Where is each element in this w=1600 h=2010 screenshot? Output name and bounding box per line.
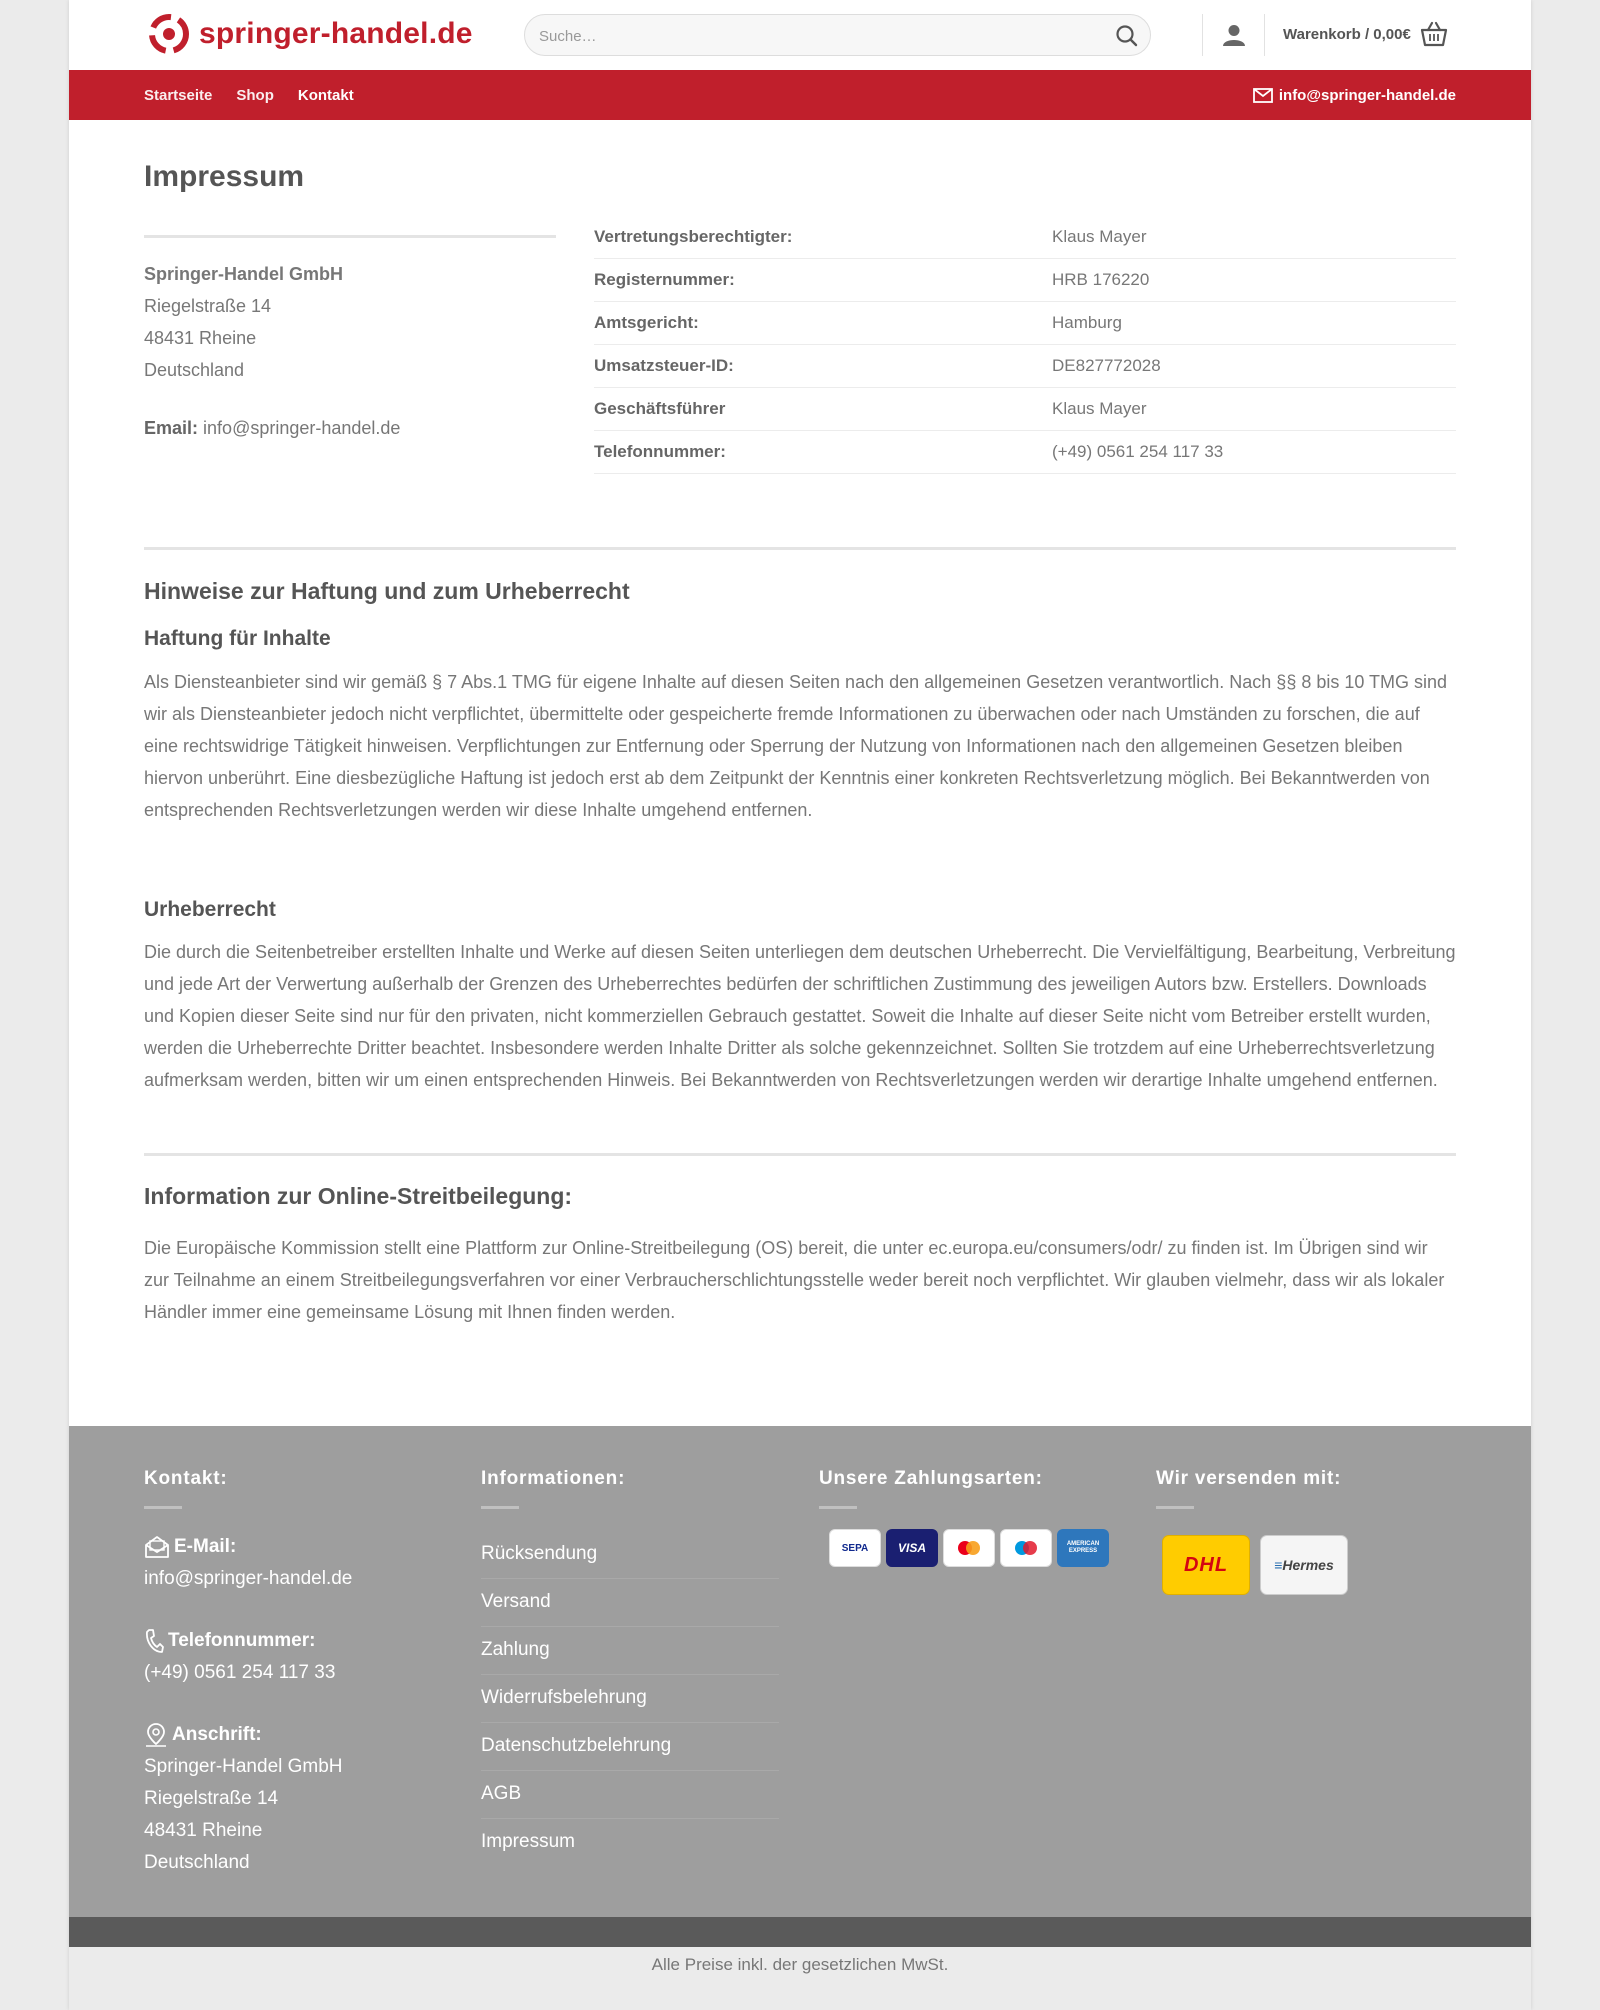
divider <box>819 1506 857 1509</box>
table-value: Klaus Mayer <box>1052 216 1456 259</box>
urheber-text: Die durch die Seitenbetreiber erstellten Inhalte und Werke auf diesen Seiten unterliegen dem deutschen Urheberrecht. Die Vervielfältigung, Bearbeitung, Verbreitung und jede Art der Verwertung außerhalb der Grenzen des Urheberrechtes bedürfen der schriftlichen Zustimmung des jeweiligen Autors bzw. Erstellers. Downloads und Kopien dieser Seite sind nur für den privaten, nicht kommerziellen Gebrauch gestattet. Soweit die Inhalte auf dieser Seite nicht vom Betreiber erstellt wurden, werden die Urheberrechte Dritter beachtet. Insbesondere werden Inhalte Dritter als solche gekennzeichnet. Sollten Sie trotzdem auf eine Urheberrechtsverletzung aufmerksam werden, bitten wir um einen entsprechenden Hinweis. Bei Bekanntwerden von Rechtsverletzungen werden wir derartige Inhalte umgehend entfernen. <box>144 942 1456 1090</box>
logo[interactable] <box>147 12 473 56</box>
footer-contact <box>144 1468 444 1879</box>
footer-link-widerruf[interactable]: Widerrufsbelehrung <box>481 1675 779 1723</box>
address-email <box>144 412 400 444</box>
footer-info-title: Informationen: <box>481 1468 626 1489</box>
table-value: (+49) 0561 254 117 33 <box>1052 431 1456 474</box>
divider <box>144 547 1456 550</box>
hermes-label <box>1274 1557 1334 1573</box>
divider <box>144 235 556 238</box>
user-account-icon[interactable] <box>1221 22 1247 48</box>
footer <box>69 1426 1531 1917</box>
shipping-carriers <box>1156 1535 1456 1595</box>
mastercard-icon <box>943 1529 995 1567</box>
cart-label: Warenkorb / 0,00€ <box>1283 25 1411 43</box>
footer-phone-label: Telefonnummer: <box>168 1630 316 1651</box>
impressum-table <box>594 216 1456 474</box>
table-row <box>594 388 1456 431</box>
hermes-logo-icon <box>1260 1535 1348 1595</box>
email-label: Email: <box>144 418 199 438</box>
haftung-title: Haftung für Inhalte <box>144 627 331 650</box>
nav-email-link[interactable] <box>1253 70 1456 120</box>
footer-info <box>481 1468 781 1866</box>
footer-phone-head <box>144 1625 444 1657</box>
nav-item-shop[interactable]: Shop <box>236 86 274 104</box>
mastercard-circles <box>954 1538 984 1558</box>
table-key: Amtsgericht: <box>594 302 1052 345</box>
search-box <box>524 14 1151 56</box>
page-title: Impressum <box>144 160 305 193</box>
search-icon[interactable] <box>1114 23 1140 49</box>
mail-icon <box>144 1535 170 1559</box>
table-key: Vertretungsberechtigter: <box>594 216 1052 259</box>
footer-links <box>481 1531 781 1866</box>
footer-link-agb[interactable]: AGB <box>481 1771 779 1819</box>
footer-bottom-bar <box>69 1917 1531 1947</box>
divider <box>144 1153 1456 1156</box>
dhl-label: DHL <box>1183 1553 1229 1576</box>
footer-email-block <box>144 1531 444 1595</box>
footer-address-line: Deutschland <box>144 1852 250 1873</box>
divider <box>144 1506 182 1509</box>
table-value: DE827772028 <box>1052 345 1456 388</box>
footer-email-label: E-Mail: <box>174 1536 237 1557</box>
absolute-footer <box>69 1947 1531 2010</box>
address-street: Riegelstraße 14 <box>144 296 272 316</box>
sepa-label: SEPA <box>841 1542 869 1554</box>
os-text: Die Europäische Kommission stellt eine Plattform zur Online-Streitbeilegung (OS) bereit, die unter ec.europa.eu/consumers/odr/ zu finden ist. Im Übrigen sind wir zur Teilnahme an einem Streitbeilegungsverfahren vor einer Verbraucherschlichtungsstelle weder bereit noch verpflichtet. Wir glauben vielmehr, dass wir als lokaler Händler immer eine gemeinsame Lösung mit Ihnen finden werden. <box>144 1238 1445 1322</box>
table-value: Hamburg <box>1052 302 1456 345</box>
page <box>69 0 1531 2010</box>
envelope-icon <box>1253 88 1273 103</box>
payment-methods <box>819 1529 1119 1567</box>
haftung-text: Als Diensteanbieter sind wir gemäß § 7 Abs.1 TMG für eigene Inhalte auf diesen Seiten nach den allgemeinen Gesetzen verantwortlich. Nach §§ 8 bis 10 TMG sind wir als Diensteanbieter jedoch nicht verpflichtet, übermittelte oder gespeicherte fremde Informationen zu überwachen oder nach Umständen zu forschen, die auf eine rechtswidrige Tätigkeit hinweisen. Verpflichtungen zur Entfernung oder Sperrung der Nutzung von Informationen nach den allgemeinen Gesetzen bleiben hiervon unberührt. Eine diesbezügliche Haftung ist jedoch erst ab dem Zeitpunkt der Kenntnis einer konkreten Rechtsverletzung möglich. Bei Bekanntwerden von entsprechenden Rechtsverletzungen werden wir diese Inhalte umgehend entfernen. <box>144 672 1448 820</box>
springer-logo-icon <box>147 12 191 56</box>
address-country: Deutschland <box>144 360 245 380</box>
table-value: HRB 176220 <box>1052 259 1456 302</box>
table-value: Klaus Mayer <box>1052 388 1456 431</box>
footer-link-datenschutz[interactable]: Datenschutzbelehrung <box>481 1723 779 1771</box>
table-key: Telefonnummer: <box>594 431 1052 474</box>
cart-button[interactable] <box>1283 20 1449 48</box>
nav-email-text: info@springer-handel.de <box>1278 86 1456 104</box>
os-title: Information zur Online-Streitbeilegung: <box>144 1183 573 1209</box>
footer-phone-block <box>144 1625 444 1689</box>
search-input[interactable] <box>525 15 1081 57</box>
footer-address-block <box>144 1719 444 1879</box>
mwst-note: Alle Preise inkl. der gesetzlichen MwSt. <box>651 1955 949 1974</box>
footer-link-ruecksendung[interactable]: Rücksendung <box>481 1531 779 1579</box>
table-key: Registernummer: <box>594 259 1052 302</box>
sepa-icon <box>829 1529 881 1567</box>
dhl-logo-icon <box>1162 1535 1250 1595</box>
hermes-lines-icon: ≡ <box>1274 1557 1283 1573</box>
urheber-title: Urheberrecht <box>144 898 276 921</box>
maestro-icon <box>1000 1529 1052 1567</box>
header-divider <box>1202 14 1203 56</box>
nav-item-kontakt[interactable]: Kontakt <box>297 86 354 104</box>
table-row <box>594 431 1456 474</box>
table-row <box>594 302 1456 345</box>
footer-link-versand[interactable]: Versand <box>481 1579 779 1627</box>
address-city: 48431 Rheine <box>144 328 257 348</box>
footer-payment <box>819 1468 1119 1567</box>
footer-payment-title: Unsere Zahlungsarten: <box>819 1468 1043 1489</box>
table-key: Geschäftsführer <box>594 388 1052 431</box>
amex-icon <box>1057 1529 1109 1567</box>
footer-link-impressum[interactable]: Impressum <box>481 1831 575 1852</box>
table-row <box>594 259 1456 302</box>
footer-address-head <box>144 1719 444 1751</box>
footer-address-line: Springer-Handel GmbH <box>144 1756 343 1777</box>
table-row <box>594 345 1456 388</box>
company-address <box>144 258 400 444</box>
footer-shipping-title: Wir versenden mit: <box>1156 1468 1342 1489</box>
footer-phone[interactable]: (+49) 0561 254 117 33 <box>144 1662 336 1683</box>
phone-icon <box>144 1628 164 1654</box>
footer-address-line: 48431 Rheine <box>144 1820 263 1841</box>
map-pin-icon <box>144 1722 168 1748</box>
footer-link-zahlung[interactable]: Zahlung <box>481 1627 779 1675</box>
footer-address-label: Anschrift: <box>172 1724 262 1745</box>
table-key: Umsatzsteuer-ID: <box>594 345 1052 388</box>
visa-icon <box>886 1529 938 1567</box>
company-name: Springer-Handel GmbH <box>144 264 344 284</box>
footer-address-line: Riegelstraße 14 <box>144 1788 279 1809</box>
footer-shipping <box>1156 1468 1456 1595</box>
nav-item-startseite[interactable]: Startseite <box>144 86 213 104</box>
divider <box>481 1506 519 1509</box>
divider <box>1156 1506 1194 1509</box>
logo-text: springer-handel.de <box>199 17 473 50</box>
header-divider <box>1264 14 1265 56</box>
amex-label: AMERICAN EXPRESS <box>1066 1541 1100 1554</box>
visa-label: VISA <box>897 1541 926 1555</box>
basket-icon <box>1419 20 1449 48</box>
footer-email-head <box>144 1531 444 1563</box>
legal-heading: Hinweise zur Haftung und zum Urheberrecht <box>144 578 630 604</box>
main-nav <box>69 70 1531 120</box>
hermes-text: Hermes <box>1282 1557 1334 1573</box>
header <box>69 0 1531 70</box>
footer-contact-title: Kontakt: <box>144 1468 228 1489</box>
email-value[interactable]: info@springer-handel.de <box>203 418 401 438</box>
table-row <box>594 216 1456 259</box>
footer-email[interactable]: info@springer-handel.de <box>144 1568 353 1589</box>
maestro-circles <box>1011 1538 1041 1558</box>
